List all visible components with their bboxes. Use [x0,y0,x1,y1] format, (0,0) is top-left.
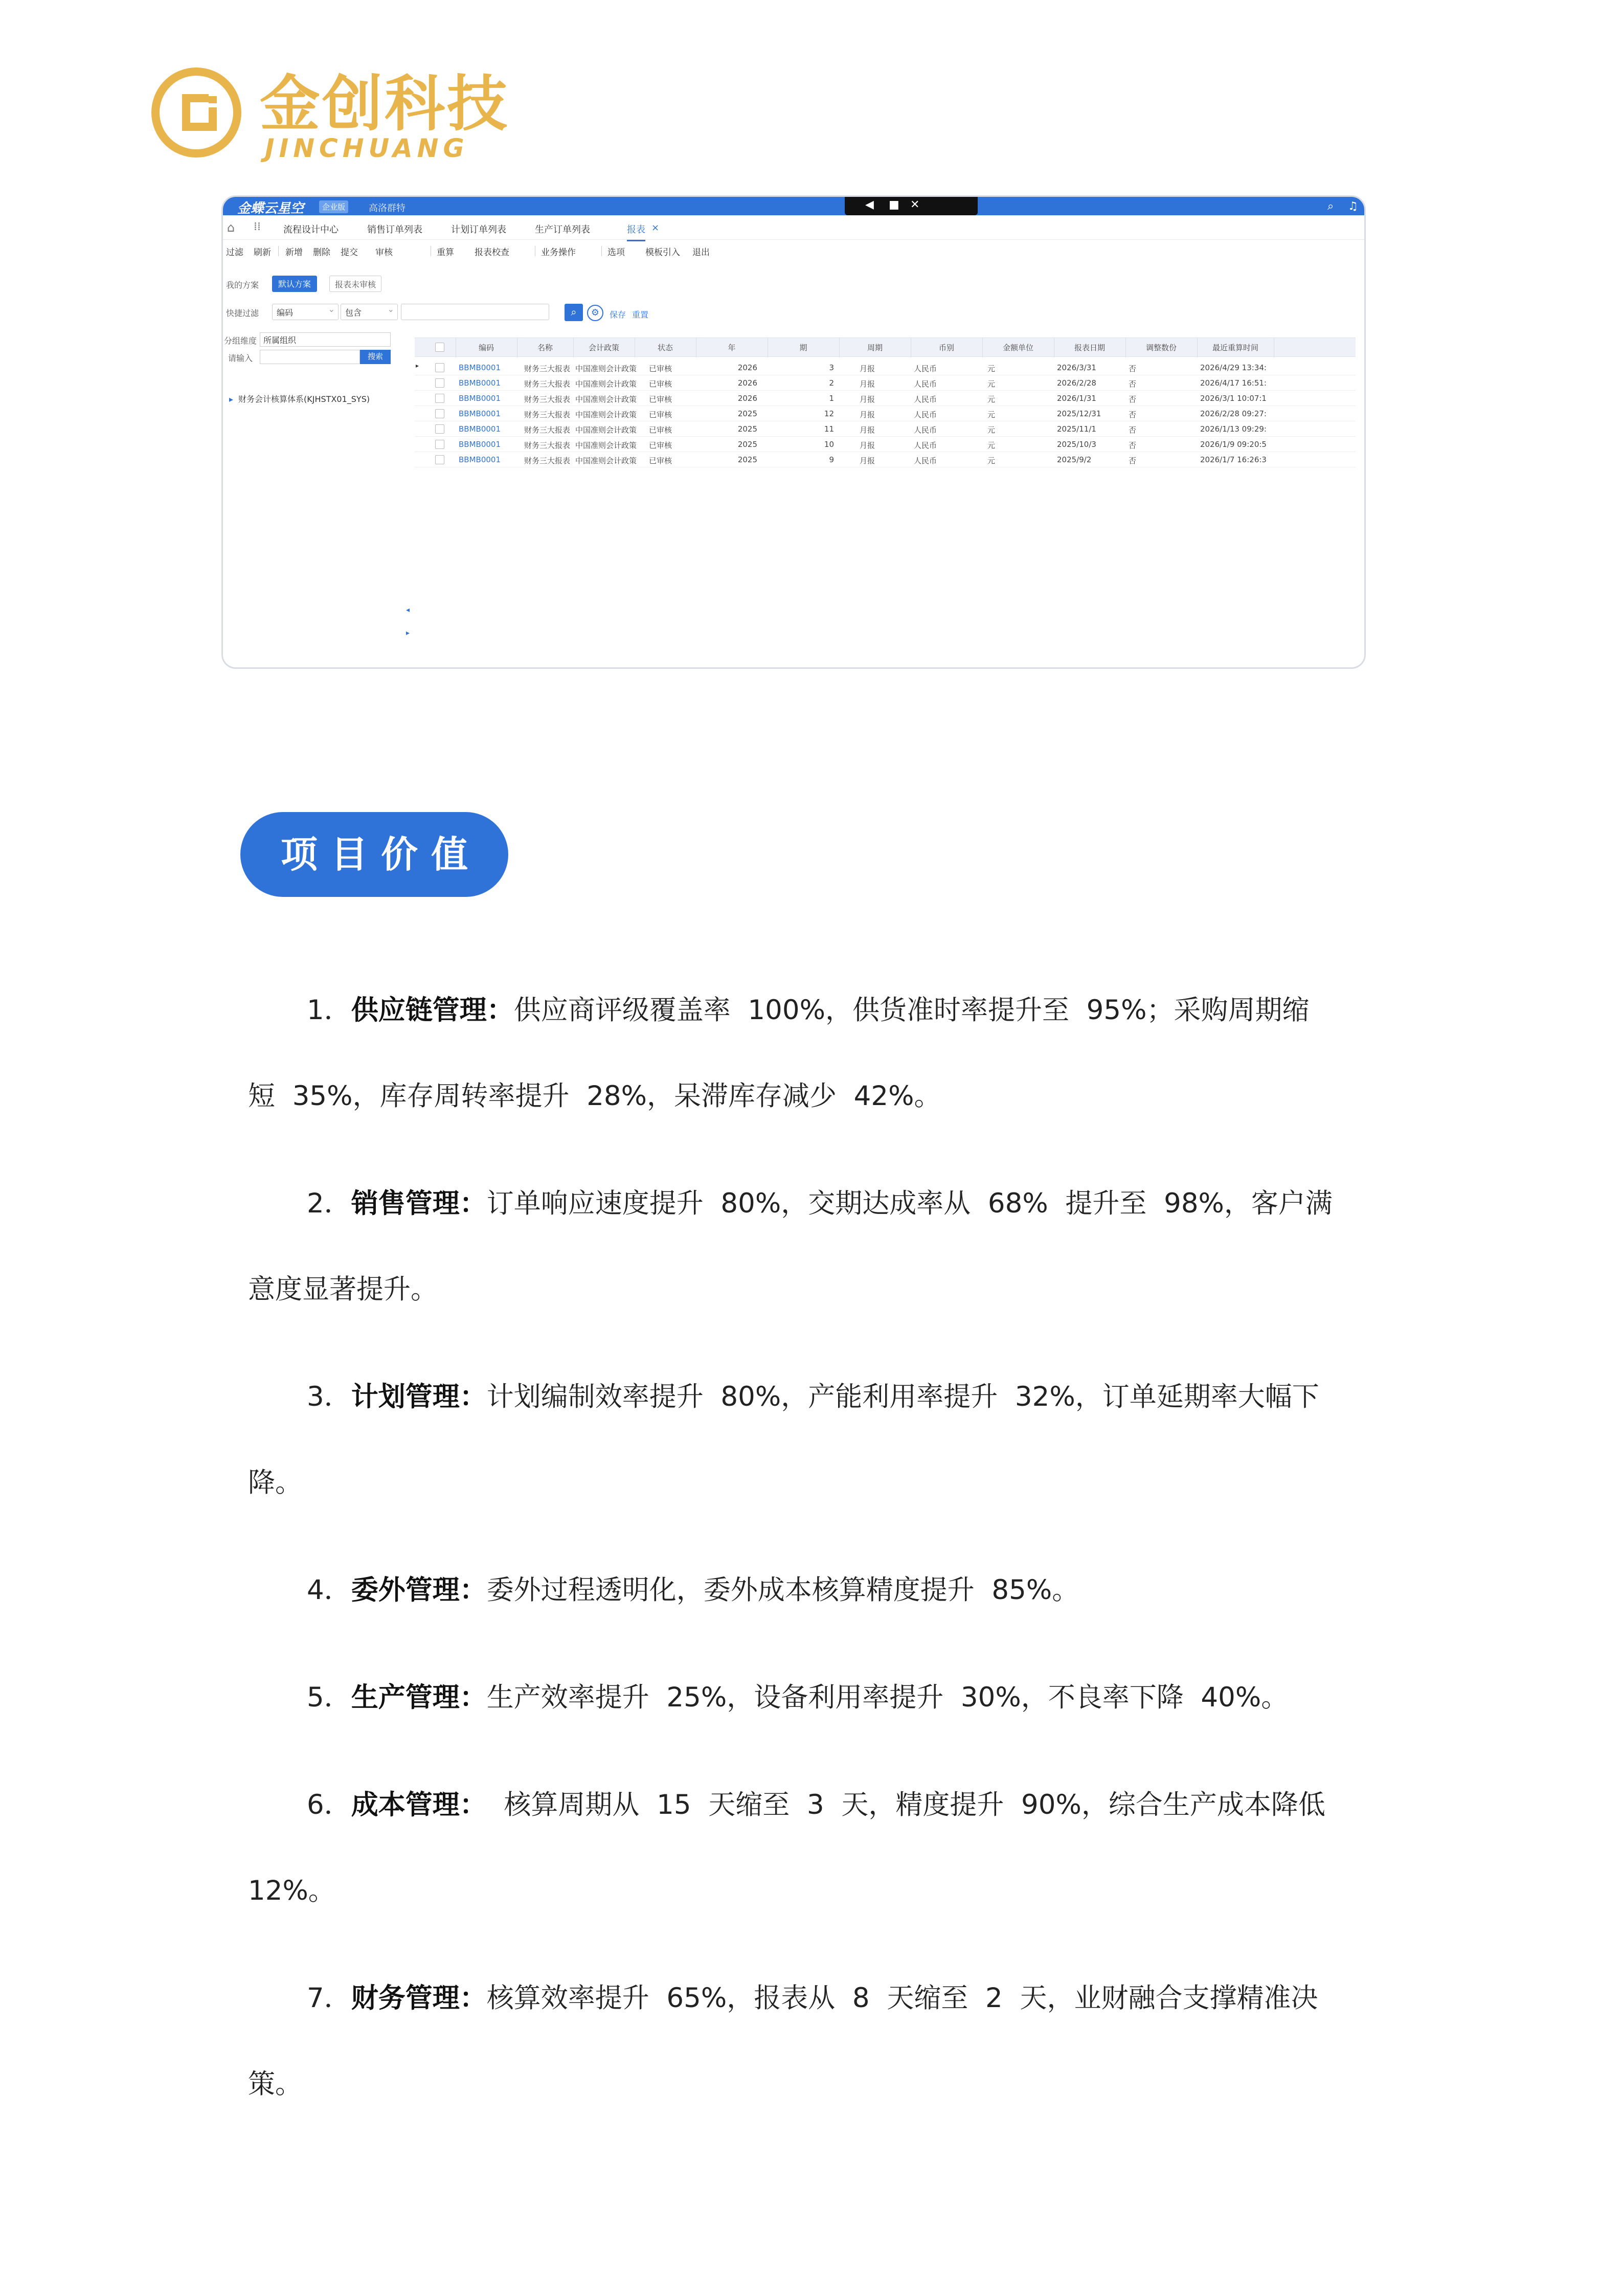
row-checkbox[interactable] [435,409,444,418]
cell-unit: 元 [987,425,996,435]
save-filter-link[interactable]: 保存 [610,310,626,320]
value-item-first-line [248,1655,1393,1741]
row-pointer-icon: ▸ [416,362,419,369]
template-import-button[interactable]: 模板引入 [645,247,680,258]
value-item [248,1655,1393,1741]
value-item [248,1955,1393,2127]
cell-unit: 元 [987,379,996,389]
value-item-first-line [248,967,1393,1053]
cell-adjust: 否 [1129,425,1137,435]
cell-policy: 中国准则会计政策 [575,379,637,389]
table-header [415,337,1356,357]
options-button[interactable]: 选项 [607,247,625,258]
collapse-right-icon[interactable]: ▸ [406,629,410,637]
filter-settings-icon[interactable]: ⚙ [587,305,603,321]
side-search-button[interactable]: 搜索 [360,350,391,364]
tab-close-icon[interactable]: × [651,222,660,233]
cell-unit: 元 [987,364,996,373]
table-row[interactable] [415,421,1356,437]
cell-name: 财务三大报表 [524,410,571,419]
cell-currency: 人民币 [914,456,937,465]
filter-field-select[interactable]: 编码 ⌄ [272,304,339,320]
app-topbar [223,197,1364,215]
cell-adjust: 否 [1129,379,1137,389]
cell-adjust: 否 [1129,395,1137,404]
table-row[interactable] [415,375,1356,391]
erp-screenshot [221,195,1366,669]
cell-adjust: 否 [1129,364,1137,373]
col-header-cycle[interactable]: 周期 [867,343,883,352]
item-number: 2． [307,1188,351,1219]
app-user-name: 高洛群特 [369,203,405,214]
filter-value-input[interactable] [401,304,549,320]
item-title: 供应链管理： [351,995,514,1026]
recalc-button[interactable]: 重算 [437,247,454,258]
table-row[interactable] [415,391,1356,406]
cell-policy: 中国准则会计政策 [575,364,637,373]
exit-button[interactable]: 退出 [692,247,710,258]
logo-english-name: JINCHUANG [265,133,469,163]
cell-period: 1 [829,394,834,403]
cell-policy: 中国准则会计政策 [575,441,637,450]
item-number: 3． [307,1381,351,1412]
item-number: 5． [307,1682,351,1713]
cell-period: 10 [824,440,834,449]
value-item-first-line [248,1161,1393,1247]
tab-sales-orders[interactable]: 销售订单列表 [367,224,422,235]
value-item-first-line [248,1762,1393,1848]
col-header-recalc-time[interactable]: 最近重算时间 [1212,343,1258,352]
item-title: 销售管理： [351,1188,487,1219]
cell-recalc-time: 2026/3/1 10:07:1 [1200,394,1267,403]
cell-year: 2025 [737,440,757,449]
side-search-label: 请输入 [228,353,253,363]
item-title: 生产管理： [351,1682,487,1713]
close-icon[interactable]: ✕ [910,198,920,211]
cell-name: 财务三大报表 [524,441,571,450]
col-header-report-date[interactable]: 报表日期 [1074,343,1105,352]
group-side-panel [223,332,410,639]
cell-unit: 元 [987,410,996,419]
cell-name: 财务三大报表 [524,379,571,389]
cell-recalc-time: 2026/1/7 16:26:3 [1200,455,1267,464]
group-dimension-select[interactable]: 所属组织 [260,332,391,347]
app-name: 金蝶云星空 [237,201,304,216]
col-header-period[interactable]: 期 [799,343,807,352]
report-check-button[interactable]: 报表校查 [475,247,509,258]
item-title: 成本管理： [351,1789,487,1820]
cell-year: 2026 [737,378,757,388]
item-number: 6． [307,1789,351,1820]
select-all-checkbox[interactable] [435,343,444,352]
item-text: 供应商评级覆盖率 100%，供货准时率提升至 95%；采购周期缩 [513,995,1310,1026]
cell-currency: 人民币 [914,441,937,450]
submit-button[interactable]: 提交 [341,247,358,258]
cell-currency: 人民币 [914,425,937,435]
cell-code[interactable]: BBMB0001 [459,409,501,418]
cell-recalc-time: 2026/1/9 09:20:5 [1200,440,1267,449]
item-title: 财务管理： [351,1983,487,2014]
company-logo [151,67,509,165]
cell-status: 已审核 [649,441,672,450]
cell-cycle: 月报 [860,441,875,450]
cell-cycle: 月报 [860,410,875,419]
row-checkbox[interactable] [435,363,444,372]
item-text-continued: 策。 [248,2068,302,2100]
item-text-continued: 意度显著提升。 [248,1274,438,1305]
tab-bar [223,217,1364,240]
filter-button[interactable]: 过滤 [226,247,243,258]
cell-adjust: 否 [1129,456,1137,465]
tab-report[interactable]: 报表 [627,222,645,241]
value-item [248,1354,1393,1526]
value-item [248,967,1393,1139]
section-title-pill: 项目价值 [240,812,508,897]
cell-cycle: 月报 [860,425,875,435]
reset-filter-link[interactable]: 重置 [632,310,649,320]
add-button[interactable]: 新增 [285,247,303,258]
cell-code[interactable]: BBMB0001 [459,378,501,388]
table-row[interactable] [415,360,1356,375]
item-title: 委外管理： [351,1574,487,1606]
item-text: 核算周期从 15 天缩至 3 天，精度提升 90%，综合生产成本降低 [486,1789,1325,1820]
toolbar [223,242,1364,260]
quick-filter-label: 快捷过滤 [226,308,259,318]
cell-name: 财务三大报表 [524,456,571,465]
value-item-first-line [248,1354,1393,1440]
filter-operator-select[interactable]: 包含 ⌄ [341,304,398,320]
col-header-unit[interactable]: 金额单位 [1002,343,1033,352]
cell-cycle: 月报 [860,395,875,404]
cell-year: 2025 [737,424,757,434]
default-scheme-button[interactable]: 默认方案 [272,276,317,292]
item-text-continued: 短 35%，库存周转率提升 28%，呆滞库存减少 42%。 [248,1081,941,1112]
value-item [248,1161,1393,1333]
cell-status: 已审核 [649,410,672,419]
tab-production-orders[interactable]: 生产订单列表 [535,224,590,235]
notification-icon[interactable]: ♫ [1348,200,1358,213]
search-button[interactable]: ⌕ [565,304,583,321]
value-item-first-line [248,1955,1393,2041]
cell-code[interactable]: BBMB0001 [459,394,501,403]
refresh-button[interactable]: 刷新 [254,247,271,258]
cell-unit: 元 [987,395,996,404]
cell-report-date: 2026/2/28 [1057,378,1096,388]
cell-year: 2026 [737,394,757,403]
value-item-first-line [248,1547,1393,1633]
cell-adjust: 否 [1129,410,1137,419]
cell-name: 财务三大报表 [524,395,571,404]
stop-icon[interactable]: ■ [889,198,899,211]
cell-code[interactable]: BBMB0001 [459,455,501,464]
toolbar-divider [278,246,279,256]
cell-recalc-time: 2026/1/13 09:29: [1200,424,1267,434]
cell-unit: 元 [987,456,996,465]
cell-policy: 中国准则会计政策 [575,410,637,419]
screen-recorder-bar [845,197,978,215]
scheme-label: 我的方案 [226,280,259,290]
cell-currency: 人民币 [914,395,937,404]
row-checkbox[interactable] [435,455,444,464]
col-header-policy[interactable]: 会计政策 [588,343,619,352]
side-search-input[interactable] [260,350,360,364]
cell-report-date: 2026/1/31 [1057,394,1096,403]
cell-unit: 元 [987,441,996,450]
unaudited-scheme-button[interactable]: 报表未审核 [329,276,381,292]
app-edition-badge: 企业版 [319,200,348,213]
cell-cycle: 月报 [860,456,875,465]
item-text: 生产效率提升 25%，设备利用率提升 30%，不良率下降 40%。 [486,1682,1289,1713]
value-item [248,1762,1393,1934]
cell-cycle: 月报 [860,379,875,389]
delete-button[interactable]: 删除 [313,247,330,258]
item-text: 订单响应速度提升 80%，交期达成率从 68% 提升至 98%，客户满 [486,1188,1333,1219]
row-checkbox[interactable] [435,424,444,434]
cell-period: 11 [824,424,834,434]
cell-code[interactable]: BBMB0001 [459,440,501,449]
item-title: 计划管理： [351,1381,487,1412]
app-grid-icon[interactable]: ⁞⁞ [254,220,261,233]
col-header-adjust[interactable]: 调整数份 [1145,343,1177,352]
col-header-code[interactable]: 编码 [478,343,494,352]
item-number: 1． [307,995,351,1026]
cell-currency: 人民币 [914,364,937,373]
cell-report-date: 2025/9/2 [1057,455,1092,464]
cell-currency: 人民币 [914,410,937,419]
cell-recalc-time: 2026/4/29 13:34: [1200,363,1267,372]
cell-policy: 中国准则会计政策 [575,425,637,435]
cell-period: 9 [829,455,834,464]
item-number: 7． [307,1983,351,2014]
cell-policy: 中国准则会计政策 [575,456,637,465]
table-row[interactable] [415,437,1356,452]
cell-status: 已审核 [649,425,672,435]
cell-status: 已审核 [649,395,672,404]
cell-cycle: 月报 [860,364,875,373]
tree-node-accounting-system[interactable] [229,393,370,404]
item-number: 4． [307,1574,351,1606]
value-item [248,1547,1393,1633]
col-header-name[interactable]: 名称 [537,343,553,352]
cell-adjust: 否 [1129,441,1137,450]
cell-name: 财务三大报表 [524,425,571,435]
business-ops-button[interactable]: 业务操作 [541,247,576,258]
item-text: 计划编制效率提升 80%，产能利用率提升 32%，订单延期率大幅下 [486,1381,1319,1412]
group-dimension-label: 分组维度 [224,336,257,346]
col-header-year[interactable]: 年 [728,343,736,352]
toolbar-divider [601,246,602,256]
item-text: 委外过程透明化，委外成本核算精度提升 85%。 [486,1574,1079,1606]
row-checkbox[interactable] [435,394,444,403]
item-text-continued: 降。 [248,1467,302,1498]
collapse-left-icon[interactable]: ◂ [406,606,410,614]
search-icon[interactable]: ⌕ [1327,200,1334,213]
cell-code[interactable]: BBMB0001 [459,363,501,372]
cell-code[interactable]: BBMB0001 [459,424,501,434]
cell-status: 已审核 [649,364,672,373]
tab-process-design[interactable]: 流程设计中心 [283,224,339,235]
item-text-continued: 12%。 [248,1875,335,1906]
table-row[interactable] [415,406,1356,421]
cell-period: 2 [829,378,834,388]
back-icon[interactable]: ◀ [865,198,874,211]
row-checkbox[interactable] [435,378,444,388]
cell-year: 2026 [737,363,757,372]
cell-report-date: 2025/11/1 [1057,424,1096,434]
home-icon[interactable]: ⌂ [227,220,235,235]
cell-report-date: 2025/12/31 [1057,409,1101,418]
cell-recalc-time: 2026/4/17 16:51: [1200,378,1267,388]
audit-button[interactable]: 审核 [375,247,393,258]
col-header-status[interactable]: 状态 [657,343,673,352]
cell-name: 财务三大报表 [524,364,571,373]
col-header-currency[interactable]: 币别 [938,343,954,352]
expand-arrow-icon[interactable]: ▸ [229,394,234,404]
cell-currency: 人民币 [914,379,937,389]
item-text: 核算效率提升 65%，报表从 8 天缩至 2 天，业财融合支撑精准决 [486,1983,1318,2014]
cell-period: 12 [824,409,834,418]
tab-plan-orders[interactable]: 计划订单列表 [451,224,506,235]
quick-filter-row [223,302,1364,322]
cell-recalc-time: 2026/2/28 09:27: [1200,409,1267,418]
cell-period: 3 [829,363,834,372]
cell-report-date: 2025/10/3 [1057,440,1096,449]
jinchuang-logo-icon [151,67,241,157]
row-checkbox[interactable] [435,440,444,449]
tree-node-label: 财务会计核算体系(KJHSTX01_SYS) [238,394,370,404]
logo-chinese-name: 金创科技 [260,69,510,139]
table-row[interactable] [415,452,1356,467]
cell-status: 已审核 [649,456,672,465]
cell-policy: 中国准则会计政策 [575,395,637,404]
cell-year: 2025 [737,409,757,418]
cell-status: 已审核 [649,379,672,389]
cell-year: 2025 [737,455,757,464]
cell-report-date: 2026/3/31 [1057,363,1096,372]
scheme-row [223,274,1364,294]
